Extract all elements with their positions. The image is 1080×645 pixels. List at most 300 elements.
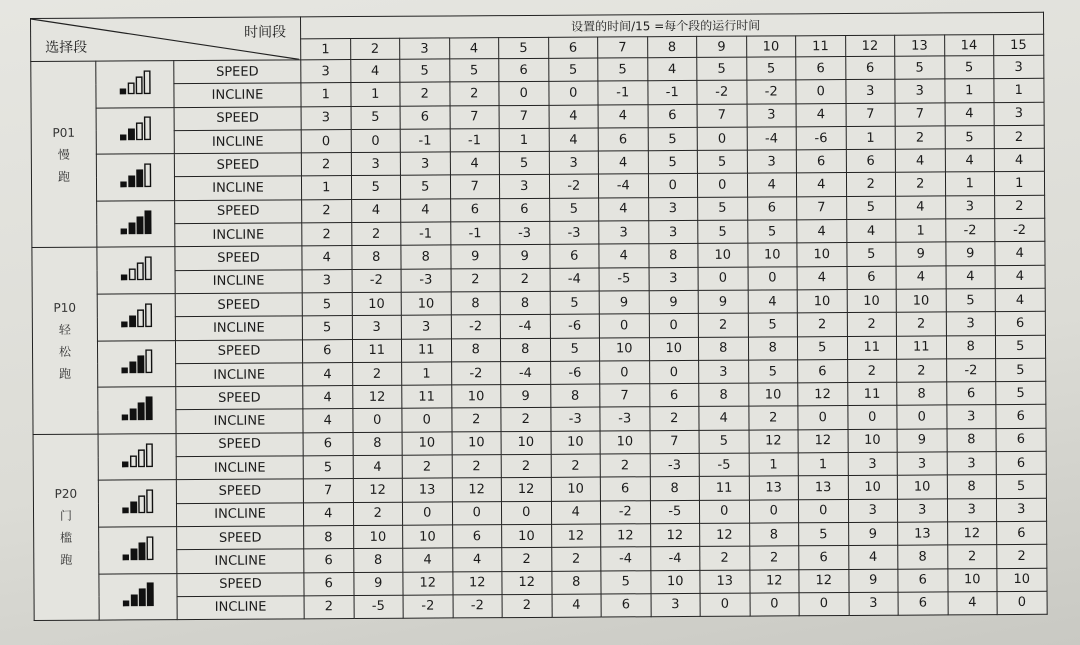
incline-value: 3 bbox=[651, 593, 701, 617]
speed-value: 10 bbox=[401, 292, 451, 316]
incline-value: 0 bbox=[352, 409, 402, 433]
speed-value: 12 bbox=[403, 571, 453, 595]
incline-value: 0 bbox=[402, 408, 452, 432]
intensity-level-icon bbox=[120, 303, 152, 327]
program-name: 慢跑 bbox=[57, 147, 71, 184]
speed-value: 7 bbox=[600, 384, 650, 408]
incline-value: 0 bbox=[847, 406, 897, 430]
speed-label: SPEED bbox=[177, 572, 304, 596]
speed-label: SPEED bbox=[176, 386, 303, 410]
speed-value: 9 bbox=[897, 429, 947, 453]
speed-value: 6 bbox=[303, 432, 353, 456]
select-segment-label: 选择段 bbox=[45, 39, 88, 56]
speed-value: 8 bbox=[551, 571, 601, 595]
speed-value: 10 bbox=[600, 430, 650, 454]
speed-value: 8 bbox=[500, 291, 550, 315]
incline-value: 2 bbox=[551, 454, 601, 478]
speed-value: 5 bbox=[351, 106, 401, 130]
incline-value: -1 bbox=[400, 129, 450, 153]
speed-value: 8 bbox=[351, 246, 401, 270]
column-number: 2 bbox=[350, 38, 400, 59]
speed-value: 6 bbox=[302, 339, 352, 363]
incline-value: 2 bbox=[451, 268, 501, 292]
incline-value: 1 bbox=[944, 79, 994, 103]
speed-value: 12 bbox=[749, 430, 799, 454]
speed-value: 5 bbox=[846, 196, 896, 220]
incline-value: 5 bbox=[748, 360, 798, 384]
intensity-level-icon bbox=[122, 583, 154, 607]
speed-value: 8 bbox=[947, 475, 997, 499]
incline-value: 3 bbox=[401, 315, 451, 339]
incline-value: 0 bbox=[699, 500, 749, 524]
column-number: 6 bbox=[548, 37, 598, 58]
speed-value: 4 bbox=[549, 105, 599, 129]
speed-label: SPEED bbox=[175, 339, 302, 363]
speed-value: 5 bbox=[995, 335, 1045, 359]
speed-value: 3 bbox=[994, 102, 1044, 126]
speed-value: 5 bbox=[548, 58, 598, 82]
incline-value: 2 bbox=[749, 546, 799, 570]
incline-value: 2 bbox=[302, 223, 352, 247]
incline-value: 1 bbox=[301, 83, 351, 107]
incline-value: 3 bbox=[897, 452, 947, 476]
speed-value: 10 bbox=[551, 477, 601, 501]
speed-value: 10 bbox=[896, 289, 946, 313]
speed-value: 8 bbox=[451, 292, 501, 316]
incline-value: 1 bbox=[945, 172, 995, 196]
incline-value: 2 bbox=[997, 545, 1047, 569]
speed-value: 8 bbox=[353, 432, 403, 456]
column-number: 10 bbox=[746, 36, 796, 57]
column-number: 14 bbox=[944, 35, 994, 56]
speed-value: 9 bbox=[599, 291, 649, 315]
program-code: P01 bbox=[52, 125, 75, 140]
intensity-level-cell bbox=[97, 200, 175, 247]
speed-value: 10 bbox=[797, 289, 847, 313]
speed-value: 5 bbox=[302, 293, 352, 317]
speed-value: 8 bbox=[304, 525, 354, 549]
incline-value: 3 bbox=[946, 312, 996, 336]
intensity-level-icon bbox=[119, 70, 151, 94]
table-title: 设置的时间/15 =每个段的运行时间 bbox=[300, 12, 1043, 39]
speed-value: 10 bbox=[403, 525, 453, 549]
speed-value: 2 bbox=[301, 153, 351, 177]
incline-value: 4 bbox=[353, 455, 403, 479]
speed-value: 4 bbox=[303, 386, 353, 410]
speed-value: 12 bbox=[353, 479, 403, 503]
speed-value: 5 bbox=[697, 150, 747, 174]
program-cell bbox=[33, 434, 99, 621]
speed-value: 8 bbox=[550, 384, 600, 408]
speed-value: 4 bbox=[945, 149, 995, 173]
speed-value: 10 bbox=[502, 524, 552, 548]
incline-value: 5 bbox=[400, 175, 450, 199]
speed-value: 5 bbox=[697, 57, 747, 81]
incline-value: 2 bbox=[846, 173, 896, 197]
speed-value: 10 bbox=[649, 337, 699, 361]
incline-value: 5 bbox=[302, 316, 352, 340]
speed-value: 9 bbox=[450, 245, 500, 269]
incline-value: 2 bbox=[748, 406, 798, 430]
speed-value: 3 bbox=[747, 150, 797, 174]
intensity-level-cell bbox=[97, 247, 175, 294]
column-number: 7 bbox=[598, 37, 648, 58]
incline-value: 3 bbox=[947, 452, 997, 476]
incline-label: INCLINE bbox=[175, 316, 302, 340]
incline-value: -3 bbox=[401, 269, 451, 293]
speed-value: 4 bbox=[351, 199, 401, 223]
incline-value: 0 bbox=[700, 593, 750, 617]
speed-value: 4 bbox=[945, 102, 995, 126]
incline-value: -2 bbox=[746, 80, 796, 104]
speed-value: 3 bbox=[301, 60, 351, 84]
incline-value: 5 bbox=[747, 220, 797, 244]
speed-value: 7 bbox=[650, 430, 700, 454]
incline-value: -4 bbox=[550, 268, 600, 292]
speed-label: SPEED bbox=[176, 433, 303, 457]
incline-value: 3 bbox=[848, 452, 898, 476]
speed-value: 5 bbox=[550, 338, 600, 362]
incline-value: 4 bbox=[403, 548, 453, 572]
incline-value: 2 bbox=[452, 455, 502, 479]
incline-value: 1 bbox=[350, 83, 400, 107]
speed-value: 10 bbox=[748, 383, 798, 407]
incline-value: 2 bbox=[797, 313, 847, 337]
intensity-level-icon bbox=[120, 256, 152, 280]
speed-value: 5 bbox=[499, 152, 549, 176]
speed-value: 5 bbox=[648, 151, 698, 175]
speed-value: 5 bbox=[946, 289, 996, 313]
speed-value: 8 bbox=[748, 336, 798, 360]
incline-value: -1 bbox=[598, 81, 648, 105]
speed-value: 8 bbox=[648, 244, 698, 268]
incline-value: 0 bbox=[798, 499, 848, 523]
intensity-level-icon bbox=[121, 350, 153, 374]
speed-value: 8 bbox=[650, 477, 700, 501]
incline-value: 5 bbox=[648, 127, 698, 151]
incline-value: 3 bbox=[947, 498, 997, 522]
incline-label: INCLINE bbox=[177, 596, 304, 620]
incline-value: 3 bbox=[848, 499, 898, 523]
incline-value: 0 bbox=[897, 405, 947, 429]
incline-value: 1 bbox=[896, 219, 946, 243]
incline-value: 2 bbox=[895, 126, 945, 150]
speed-label: SPEED bbox=[175, 293, 302, 317]
intensity-level-cell bbox=[98, 387, 176, 434]
speed-value: 6 bbox=[648, 104, 698, 128]
speed-value: 10 bbox=[947, 568, 997, 592]
speed-value: 11 bbox=[896, 335, 946, 359]
incline-value: 2 bbox=[847, 312, 897, 336]
speed-value: 6 bbox=[400, 106, 450, 130]
speed-value: 3 bbox=[945, 195, 995, 219]
speed-value: 6 bbox=[500, 198, 550, 222]
incline-value: 3 bbox=[649, 267, 699, 291]
speed-value: 5 bbox=[598, 58, 648, 82]
incline-value: 3 bbox=[699, 360, 749, 384]
incline-value: 2 bbox=[451, 408, 501, 432]
speed-value: 10 bbox=[452, 431, 502, 455]
header-corner bbox=[31, 17, 301, 62]
incline-value: 5 bbox=[748, 313, 798, 337]
incline-value: 3 bbox=[599, 221, 649, 245]
incline-value: 4 bbox=[549, 128, 599, 152]
speed-value: 10 bbox=[747, 243, 797, 267]
speed-value: 12 bbox=[601, 524, 651, 548]
speed-value: 4 bbox=[599, 244, 649, 268]
speed-value: 13 bbox=[749, 476, 799, 500]
incline-value: 1 bbox=[798, 453, 848, 477]
speed-value: 7 bbox=[846, 103, 896, 127]
speed-value: 10 bbox=[847, 289, 897, 313]
incline-value: 0 bbox=[599, 314, 649, 338]
incline-value: 2 bbox=[700, 546, 750, 570]
incline-value: 2 bbox=[947, 545, 997, 569]
incline-value: 3 bbox=[849, 592, 899, 616]
speed-value: 3 bbox=[648, 197, 698, 221]
incline-value: 5 bbox=[945, 126, 995, 150]
speed-value: 12 bbox=[502, 571, 552, 595]
incline-value: 4 bbox=[747, 173, 797, 197]
column-number: 13 bbox=[895, 35, 945, 56]
intensity-level-icon bbox=[122, 536, 154, 560]
incline-value: -4 bbox=[601, 547, 651, 571]
incline-value: 3 bbox=[895, 79, 945, 103]
incline-value: -2 bbox=[451, 315, 501, 339]
speed-value: 8 bbox=[451, 338, 501, 362]
incline-value: 2 bbox=[551, 547, 601, 571]
incline-value: 0 bbox=[697, 174, 747, 198]
speed-value: 13 bbox=[700, 570, 750, 594]
speed-label: SPEED bbox=[176, 479, 303, 503]
incline-value: 6 bbox=[996, 405, 1046, 429]
speed-value: 5 bbox=[601, 570, 651, 594]
speed-value: 11 bbox=[847, 336, 897, 360]
speed-value: 3 bbox=[747, 103, 797, 127]
incline-value: -2 bbox=[600, 500, 650, 524]
speed-value: 4 bbox=[401, 199, 451, 223]
incline-value: -6 bbox=[550, 314, 600, 338]
speed-value: 6 bbox=[997, 521, 1047, 545]
incline-value: 6 bbox=[898, 592, 948, 616]
speed-value: 6 bbox=[600, 477, 650, 501]
column-number: 8 bbox=[647, 36, 697, 57]
incline-value: 4 bbox=[796, 173, 846, 197]
intensity-level-cell bbox=[99, 527, 177, 574]
speed-value: 5 bbox=[550, 291, 600, 315]
incline-value: 4 bbox=[797, 266, 847, 290]
incline-value: -2 bbox=[995, 218, 1045, 242]
speed-value: 6 bbox=[747, 197, 797, 221]
speed-value: 10 bbox=[698, 243, 748, 267]
incline-value: 2 bbox=[994, 125, 1044, 149]
program-name: 轻松跑 bbox=[58, 322, 72, 381]
incline-value: 0 bbox=[402, 502, 452, 526]
incline-value: -3 bbox=[550, 407, 600, 431]
speed-value: 4 bbox=[598, 151, 648, 175]
speed-value: 6 bbox=[304, 572, 354, 596]
intensity-level-icon bbox=[121, 489, 153, 513]
incline-value: 8 bbox=[898, 545, 948, 569]
incline-value: 4 bbox=[846, 219, 896, 243]
speed-value: 4 bbox=[598, 104, 648, 128]
speed-value: 5 bbox=[746, 57, 796, 81]
intensity-level-icon bbox=[121, 396, 153, 420]
incline-value: 0 bbox=[499, 82, 549, 106]
speed-value: 8 bbox=[946, 335, 996, 359]
incline-value: 0 bbox=[351, 129, 401, 153]
speed-value: 9 bbox=[848, 569, 898, 593]
incline-value: 3 bbox=[352, 316, 402, 340]
incline-value: 5 bbox=[303, 456, 353, 480]
program-code: P10 bbox=[53, 300, 77, 315]
column-number: 12 bbox=[845, 35, 895, 56]
speed-value: 4 bbox=[796, 103, 846, 127]
incline-label: INCLINE bbox=[174, 176, 301, 200]
intensity-level-cell bbox=[98, 480, 176, 527]
speed-value: 7 bbox=[697, 104, 747, 128]
incline-value: 1 bbox=[749, 453, 799, 477]
speed-value: 8 bbox=[699, 383, 749, 407]
speed-label: SPEED bbox=[174, 60, 301, 84]
incline-value: 2 bbox=[847, 359, 897, 383]
incline-value: -2 bbox=[352, 269, 402, 293]
speed-value: 8 bbox=[401, 245, 451, 269]
incline-value: 2 bbox=[698, 313, 748, 337]
column-number: 4 bbox=[449, 38, 499, 59]
speed-value: 6 bbox=[452, 525, 502, 549]
speed-value: 13 bbox=[798, 476, 848, 500]
speed-value: 4 bbox=[748, 290, 798, 314]
speed-value: 8 bbox=[698, 337, 748, 361]
incline-value: -2 bbox=[451, 361, 501, 385]
speed-value: 5 bbox=[944, 56, 994, 80]
speed-value: 3 bbox=[400, 152, 450, 176]
column-number: 3 bbox=[400, 38, 450, 59]
incline-value: -5 bbox=[699, 453, 749, 477]
speed-value: 9 bbox=[698, 290, 748, 314]
intensity-level-cell bbox=[96, 107, 174, 154]
incline-value: 6 bbox=[798, 359, 848, 383]
incline-label: INCLINE bbox=[175, 223, 302, 247]
incline-value: -2 bbox=[946, 358, 996, 382]
incline-value: 2 bbox=[501, 454, 551, 478]
speed-value: 5 bbox=[996, 475, 1046, 499]
speed-value: 7 bbox=[499, 105, 549, 129]
speed-value: 2 bbox=[302, 199, 352, 223]
speed-value: 10 bbox=[897, 475, 947, 499]
intensity-level-icon bbox=[119, 163, 151, 187]
incline-value: 0 bbox=[501, 501, 551, 525]
speed-value: 9 bbox=[353, 572, 403, 596]
speed-value: 4 bbox=[599, 198, 649, 222]
program-cell bbox=[31, 61, 97, 248]
speed-value: 5 bbox=[895, 56, 945, 80]
speed-value: 12 bbox=[501, 478, 551, 502]
speed-value: 3 bbox=[351, 152, 401, 176]
speed-value: 12 bbox=[452, 478, 502, 502]
incline-value: -1 bbox=[450, 222, 500, 246]
speed-value: 11 bbox=[847, 382, 897, 406]
incline-value: 4 bbox=[946, 265, 996, 289]
speed-value: 9 bbox=[945, 242, 995, 266]
incline-value: 1 bbox=[994, 79, 1044, 103]
incline-value: -1 bbox=[450, 129, 500, 153]
speed-value: 4 bbox=[350, 59, 400, 83]
time-segment-label: 时间段 bbox=[244, 24, 287, 41]
incline-value: 2 bbox=[502, 594, 552, 618]
speed-value: 10 bbox=[451, 385, 501, 409]
incline-value: 4 bbox=[948, 591, 998, 615]
incline-value: -5 bbox=[354, 595, 404, 619]
incline-value: 6 bbox=[304, 549, 354, 573]
speed-value: 8 bbox=[500, 338, 550, 362]
incline-value: 0 bbox=[649, 314, 699, 338]
intensity-level-cell bbox=[97, 294, 175, 341]
incline-value: 2 bbox=[351, 222, 401, 246]
incline-value: 4 bbox=[303, 502, 353, 526]
incline-value: 0 bbox=[748, 266, 798, 290]
incline-value: 6 bbox=[598, 128, 648, 152]
incline-value: 8 bbox=[353, 548, 403, 572]
incline-label: INCLINE bbox=[176, 502, 303, 526]
speed-value: 11 bbox=[402, 385, 452, 409]
speed-value: 10 bbox=[650, 570, 700, 594]
incline-value: 0 bbox=[452, 501, 502, 525]
incline-value: 0 bbox=[698, 267, 748, 291]
speed-value: 4 bbox=[995, 242, 1045, 266]
incline-value: -4 bbox=[500, 315, 550, 339]
incline-value: 1 bbox=[846, 126, 896, 150]
speed-value: 5 bbox=[799, 522, 849, 546]
incline-value: 4 bbox=[848, 545, 898, 569]
program-name: 门槛跑 bbox=[59, 509, 73, 568]
speed-value: 12 bbox=[452, 571, 502, 595]
incline-label: INCLINE bbox=[174, 130, 301, 154]
incline-value: 2 bbox=[502, 548, 552, 572]
intensity-level-cell bbox=[96, 154, 174, 201]
incline-value: -2 bbox=[697, 80, 747, 104]
speed-value: 7 bbox=[303, 479, 353, 503]
intensity-level-icon bbox=[121, 443, 153, 467]
program-table bbox=[30, 12, 1047, 621]
speed-value: 4 bbox=[896, 196, 946, 220]
speed-value: 4 bbox=[895, 149, 945, 173]
incline-value: -2 bbox=[549, 175, 599, 199]
incline-value: -1 bbox=[401, 222, 451, 246]
speed-value: 10 bbox=[848, 429, 898, 453]
column-number: 9 bbox=[697, 36, 747, 57]
speed-value: 12 bbox=[650, 523, 700, 547]
incline-value: 2 bbox=[600, 454, 650, 478]
program-code: P20 bbox=[54, 487, 78, 502]
speed-value: 11 bbox=[699, 476, 749, 500]
speed-value: 5 bbox=[549, 198, 599, 222]
speed-value: 4 bbox=[994, 148, 1044, 172]
speed-value: 7 bbox=[797, 196, 847, 220]
speed-value: 12 bbox=[798, 383, 848, 407]
incline-value: 1 bbox=[301, 176, 351, 200]
speed-value: 12 bbox=[798, 429, 848, 453]
intensity-level-cell bbox=[99, 573, 177, 620]
incline-value: 0 bbox=[750, 593, 800, 617]
intensity-level-icon bbox=[119, 117, 151, 141]
speed-value: 11 bbox=[352, 339, 402, 363]
speed-value: 6 bbox=[549, 244, 599, 268]
speed-value: 13 bbox=[898, 522, 948, 546]
incline-label: INCLINE bbox=[174, 83, 301, 107]
incline-value: 2 bbox=[895, 172, 945, 196]
